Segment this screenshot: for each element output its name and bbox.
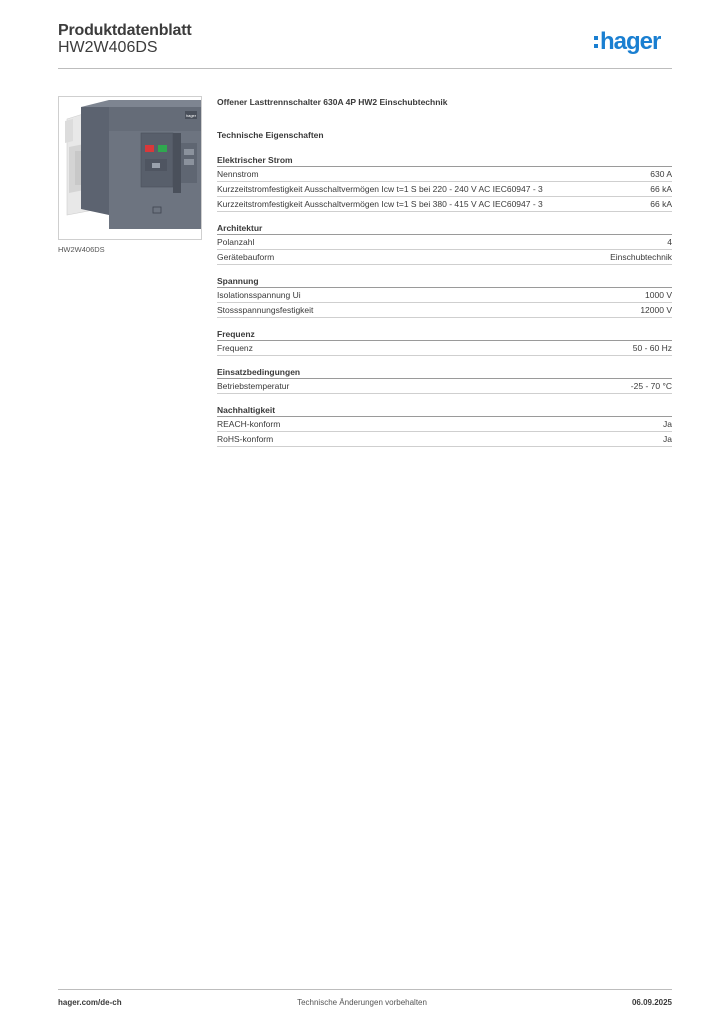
image-caption: HW2W406DS [58, 245, 105, 254]
property-label: REACH-konform [217, 419, 281, 429]
properties-title: Technische Eigenschaften [217, 130, 324, 140]
property-value: 1000 V [645, 290, 672, 300]
property-label: Polanzahl [217, 237, 255, 247]
circuit-breaker-image-icon [59, 97, 202, 240]
logo-text: hager [600, 28, 661, 55]
footer-date: 06.09.2025 [631, 998, 672, 1007]
property-value: Ja [663, 434, 672, 444]
property-label: Gerätebauform [217, 252, 275, 262]
property-value: 66 kA [650, 184, 672, 194]
property-section [217, 328, 672, 356]
property-label: Kurzzeitstromfestigkeit Ausschaltvermögen Icw t=1 S bei 220 - 240 V AC IEC60947 - 3 [217, 184, 543, 194]
section-heading: Spannung [217, 275, 672, 288]
property-section [217, 154, 672, 212]
section-heading: Einsatzbedingungen [217, 366, 672, 379]
property-label: Betriebstemperatur [217, 381, 290, 391]
property-label: Isolationsspannung Ui [217, 290, 301, 300]
page-title: Produktdatenblatt [58, 22, 192, 39]
property-label: Nennstrom [217, 169, 259, 179]
property-label: Kurzzeitstromfestigkeit Ausschaltvermögen Icw t=1 S bei 380 - 415 V AC IEC60947 - 3 [217, 199, 543, 209]
property-section [217, 404, 672, 447]
product-image [58, 96, 202, 240]
header-divider [58, 68, 672, 69]
property-value: Einschubtechnik [610, 252, 672, 262]
image-badge-text: hager [185, 113, 197, 118]
property-row [217, 182, 672, 197]
property-row [217, 197, 672, 212]
property-row [217, 379, 672, 394]
property-value: 630 A [650, 169, 672, 179]
main-content [217, 96, 672, 447]
property-value: 66 kA [650, 199, 672, 209]
property-section [217, 275, 672, 318]
property-row [217, 432, 672, 447]
property-row [217, 235, 672, 250]
property-row [217, 167, 672, 182]
property-value: 12000 V [640, 305, 672, 315]
section-heading: Nachhaltigkeit [217, 404, 672, 417]
footer-divider [58, 989, 672, 990]
section-heading: Architektur [217, 222, 672, 235]
property-row [217, 303, 672, 318]
property-row [217, 250, 672, 265]
property-label: Frequenz [217, 343, 253, 353]
footer-website[interactable]: hager.com/de-ch [58, 998, 122, 1007]
property-section [217, 366, 672, 394]
section-heading: Frequenz [217, 328, 672, 341]
footer-notice: Technische Änderungen vorbehalten [297, 998, 427, 1007]
properties-sections [217, 154, 672, 447]
property-row [217, 288, 672, 303]
product-description: Offener Lasttrennschalter 630A 4P HW2 Einschubtechnik [217, 97, 448, 107]
property-value: -25 - 70 °C [630, 381, 672, 391]
property-value: 50 - 60 Hz [632, 343, 672, 353]
hager-logo [594, 27, 676, 57]
property-label: Stossspannungsfestigkeit [217, 305, 314, 315]
property-section [217, 222, 672, 265]
property-row [217, 417, 672, 432]
property-value: 4 [667, 237, 672, 247]
logo-dots-icon [594, 36, 598, 48]
product-reference: HW2W406DS [58, 39, 158, 56]
property-label: RoHS-konform [217, 434, 274, 444]
section-heading: Elektrischer Strom [217, 154, 672, 167]
property-value: Ja [663, 419, 672, 429]
property-row [217, 341, 672, 356]
